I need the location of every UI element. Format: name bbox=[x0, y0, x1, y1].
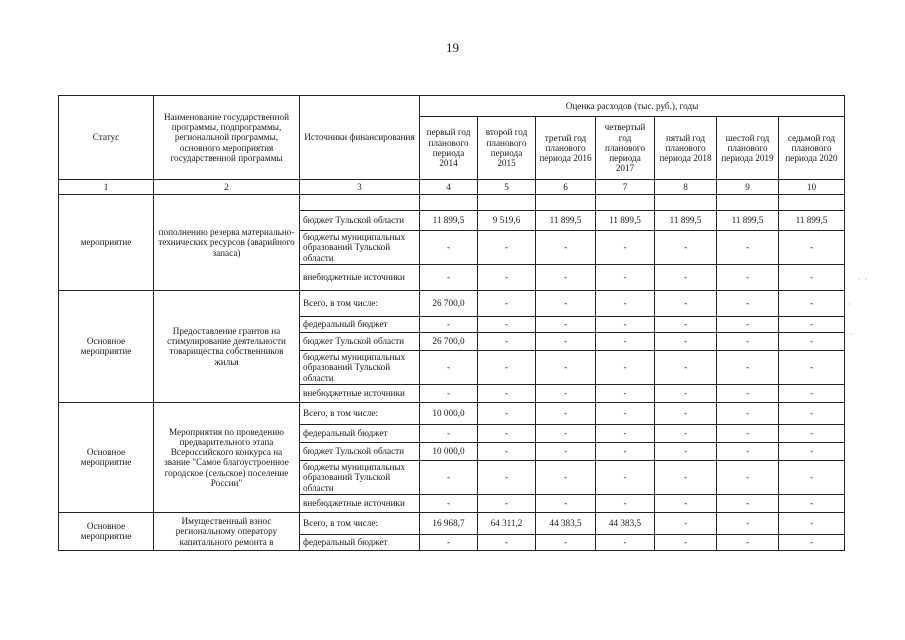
value-cell: - bbox=[478, 264, 536, 290]
value-cell: - bbox=[596, 332, 655, 350]
value-cell: - bbox=[655, 460, 717, 494]
value-cell: - bbox=[596, 442, 655, 460]
value-cell: - bbox=[596, 316, 655, 332]
value-cell: - bbox=[536, 424, 596, 442]
status-cell: Основное мероприятие bbox=[59, 290, 154, 402]
value-cell: - bbox=[717, 534, 779, 550]
value-cell: - bbox=[596, 424, 655, 442]
value-cell: - bbox=[596, 402, 655, 424]
value-cell: - bbox=[596, 350, 655, 384]
value-cell: 11 899,5 bbox=[779, 211, 845, 231]
value-cell: - bbox=[717, 424, 779, 442]
value-cell: - bbox=[478, 442, 536, 460]
value-cell: - bbox=[779, 384, 845, 402]
value-cell: - bbox=[478, 350, 536, 384]
table-row bbox=[59, 512, 845, 534]
value-cell: - bbox=[779, 231, 845, 265]
budget-table-body bbox=[59, 195, 845, 551]
value-cell: - bbox=[779, 460, 845, 494]
value-cell: - bbox=[717, 290, 779, 316]
value-cell: - bbox=[655, 494, 717, 512]
header-estimate: Оценка расходов (тыс. руб.), годы bbox=[420, 96, 845, 117]
program-name-cell: Мероприятия по проведению предварительного этапа Всероссийского конкурса на звание "Самое благоустроенное городское (сельское) поселение России" bbox=[154, 402, 300, 512]
value-cell bbox=[717, 195, 779, 211]
value-cell: 16 968,7 bbox=[420, 512, 478, 534]
source-cell: федеральный бюджет bbox=[300, 534, 420, 550]
value-cell: 44 383,5 bbox=[536, 512, 596, 534]
program-name-cell: Имущественный взнос региональному оператору капитального ремонта в bbox=[154, 512, 300, 550]
scan-artifact: · bbox=[850, 330, 854, 339]
column-number: 7 bbox=[596, 180, 655, 195]
value-cell: - bbox=[536, 264, 596, 290]
status-cell: Основное мероприятие bbox=[59, 402, 154, 512]
value-cell bbox=[478, 195, 536, 211]
source-cell: внебюджетные источники bbox=[300, 384, 420, 402]
value-cell: - bbox=[478, 460, 536, 494]
source-cell: федеральный бюджет bbox=[300, 424, 420, 442]
column-number: 5 bbox=[478, 180, 536, 195]
value-cell: 26 700,0 bbox=[420, 332, 478, 350]
value-cell: 9 519,6 bbox=[478, 211, 536, 231]
header-name: Наименование государственной программы, подпрограммы, региональной программы, основного мероприятия государственной программы bbox=[154, 96, 300, 180]
value-cell: - bbox=[717, 264, 779, 290]
value-cell: - bbox=[420, 231, 478, 265]
value-cell: - bbox=[717, 316, 779, 332]
value-cell: - bbox=[655, 332, 717, 350]
value-cell: - bbox=[536, 442, 596, 460]
value-cell bbox=[596, 195, 655, 211]
header-year: шестой год планового периода 2019 bbox=[717, 117, 779, 180]
column-number: 10 bbox=[779, 180, 845, 195]
value-cell: 11 899,5 bbox=[717, 211, 779, 231]
value-cell: - bbox=[717, 512, 779, 534]
value-cell: - bbox=[420, 534, 478, 550]
value-cell bbox=[420, 195, 478, 211]
value-cell: - bbox=[536, 460, 596, 494]
value-cell: - bbox=[420, 384, 478, 402]
value-cell: - bbox=[717, 460, 779, 494]
value-cell: - bbox=[478, 316, 536, 332]
value-cell: 11 899,5 bbox=[420, 211, 478, 231]
status-cell: мероприятие bbox=[59, 195, 154, 291]
value-cell: - bbox=[420, 264, 478, 290]
value-cell: 26 700,0 bbox=[420, 290, 478, 316]
header-year: четвертый год планового периода 2017 bbox=[596, 117, 655, 180]
value-cell: - bbox=[536, 384, 596, 402]
header-year: третий год планового периода 2016 bbox=[536, 117, 596, 180]
source-cell: бюджеты муниципальных образований Тульской области bbox=[300, 231, 420, 265]
value-cell: - bbox=[655, 290, 717, 316]
page-number: 19 bbox=[446, 40, 459, 55]
header-sources: Источники финансирования bbox=[300, 96, 420, 180]
value-cell: - bbox=[717, 332, 779, 350]
value-cell: - bbox=[478, 402, 536, 424]
scan-artifact: · · bbox=[858, 275, 869, 284]
value-cell: 11 899,5 bbox=[536, 211, 596, 231]
value-cell: - bbox=[536, 231, 596, 265]
source-cell: бюджеты муниципальных образований Тульской области bbox=[300, 350, 420, 384]
value-cell: - bbox=[596, 534, 655, 550]
value-cell bbox=[655, 195, 717, 211]
value-cell: - bbox=[655, 231, 717, 265]
value-cell: - bbox=[655, 316, 717, 332]
value-cell: - bbox=[779, 494, 845, 512]
value-cell: 11 899,5 bbox=[655, 211, 717, 231]
value-cell: - bbox=[536, 402, 596, 424]
header-year: седьмой год планового периода 2020 bbox=[779, 117, 845, 180]
value-cell: - bbox=[420, 460, 478, 494]
source-cell bbox=[300, 195, 420, 211]
value-cell: - bbox=[596, 231, 655, 265]
value-cell: - bbox=[536, 332, 596, 350]
value-cell: - bbox=[536, 350, 596, 384]
value-cell: - bbox=[655, 350, 717, 384]
source-cell: бюджет Тульской области bbox=[300, 332, 420, 350]
value-cell: - bbox=[478, 231, 536, 265]
program-name-cell: Предоставление грантов на стимулирование деятельности товарищества собственников жилья bbox=[154, 290, 300, 402]
value-cell: - bbox=[420, 350, 478, 384]
value-cell: - bbox=[420, 316, 478, 332]
value-cell: - bbox=[779, 290, 845, 316]
source-cell: федеральный бюджет bbox=[300, 316, 420, 332]
source-cell: Всего, в том числе: bbox=[300, 402, 420, 424]
source-cell: бюджеты муниципальных образований Тульской области bbox=[300, 460, 420, 494]
source-cell: бюджет Тульской области bbox=[300, 211, 420, 231]
value-cell: 11 899,5 bbox=[596, 211, 655, 231]
value-cell: - bbox=[655, 384, 717, 402]
value-cell: - bbox=[536, 494, 596, 512]
header-status: Статус bbox=[59, 96, 154, 180]
value-cell: - bbox=[779, 534, 845, 550]
value-cell: - bbox=[717, 402, 779, 424]
value-cell: - bbox=[478, 384, 536, 402]
column-number: 8 bbox=[655, 180, 717, 195]
value-cell: 64 311,2 bbox=[478, 512, 536, 534]
value-cell: 10 000,0 bbox=[420, 402, 478, 424]
budget-table bbox=[58, 95, 845, 551]
column-number: 1 bbox=[59, 180, 154, 195]
table-row bbox=[59, 402, 845, 424]
value-cell: - bbox=[655, 534, 717, 550]
value-cell: - bbox=[717, 442, 779, 460]
header-year: первый год планового периода 2014 bbox=[420, 117, 478, 180]
value-cell: - bbox=[717, 350, 779, 384]
value-cell: - bbox=[717, 494, 779, 512]
source-cell: внебюджетные источники bbox=[300, 264, 420, 290]
column-number: 2 bbox=[154, 180, 300, 195]
value-cell: - bbox=[596, 494, 655, 512]
value-cell bbox=[536, 195, 596, 211]
value-cell: - bbox=[779, 424, 845, 442]
value-cell: - bbox=[655, 402, 717, 424]
value-cell: - bbox=[779, 316, 845, 332]
value-cell: - bbox=[655, 442, 717, 460]
value-cell: - bbox=[717, 231, 779, 265]
value-cell: - bbox=[596, 264, 655, 290]
value-cell: - bbox=[478, 290, 536, 316]
column-number: 9 bbox=[717, 180, 779, 195]
value-cell: - bbox=[717, 384, 779, 402]
value-cell: - bbox=[596, 384, 655, 402]
column-number: 4 bbox=[420, 180, 478, 195]
column-number: 6 bbox=[536, 180, 596, 195]
value-cell: - bbox=[655, 512, 717, 534]
value-cell: - bbox=[779, 512, 845, 534]
value-cell: - bbox=[478, 494, 536, 512]
value-cell: - bbox=[655, 264, 717, 290]
value-cell: - bbox=[478, 332, 536, 350]
value-cell: - bbox=[779, 442, 845, 460]
header-year: второй год планового периода 2015 bbox=[478, 117, 536, 180]
value-cell: - bbox=[420, 424, 478, 442]
value-cell: - bbox=[536, 290, 596, 316]
value-cell: - bbox=[779, 402, 845, 424]
scan-artifact: · bbox=[848, 300, 852, 309]
source-cell: внебюджетные источники bbox=[300, 494, 420, 512]
value-cell: 44 383,5 bbox=[596, 512, 655, 534]
source-cell: Всего, в том числе: bbox=[300, 290, 420, 316]
value-cell: - bbox=[536, 534, 596, 550]
value-cell: - bbox=[779, 264, 845, 290]
value-cell: - bbox=[779, 350, 845, 384]
value-cell bbox=[779, 195, 845, 211]
header-year: пятый год планового периода 2018 bbox=[655, 117, 717, 180]
program-name-cell: пополнению резерва материально-технических ресурсов (аварийного запаса) bbox=[154, 195, 300, 291]
value-cell: - bbox=[420, 494, 478, 512]
table-row bbox=[59, 290, 845, 316]
value-cell: - bbox=[779, 332, 845, 350]
value-cell: - bbox=[655, 424, 717, 442]
value-cell: - bbox=[596, 290, 655, 316]
value-cell: - bbox=[478, 424, 536, 442]
value-cell: 10 000,0 bbox=[420, 442, 478, 460]
table-row bbox=[59, 195, 845, 211]
source-cell: бюджет Тульской области bbox=[300, 442, 420, 460]
status-cell: Основное мероприятие bbox=[59, 512, 154, 550]
value-cell: - bbox=[596, 460, 655, 494]
column-number-row bbox=[59, 180, 845, 195]
source-cell: Всего, в том числе: bbox=[300, 512, 420, 534]
value-cell: - bbox=[536, 316, 596, 332]
value-cell: - bbox=[478, 534, 536, 550]
column-number: 3 bbox=[300, 180, 420, 195]
